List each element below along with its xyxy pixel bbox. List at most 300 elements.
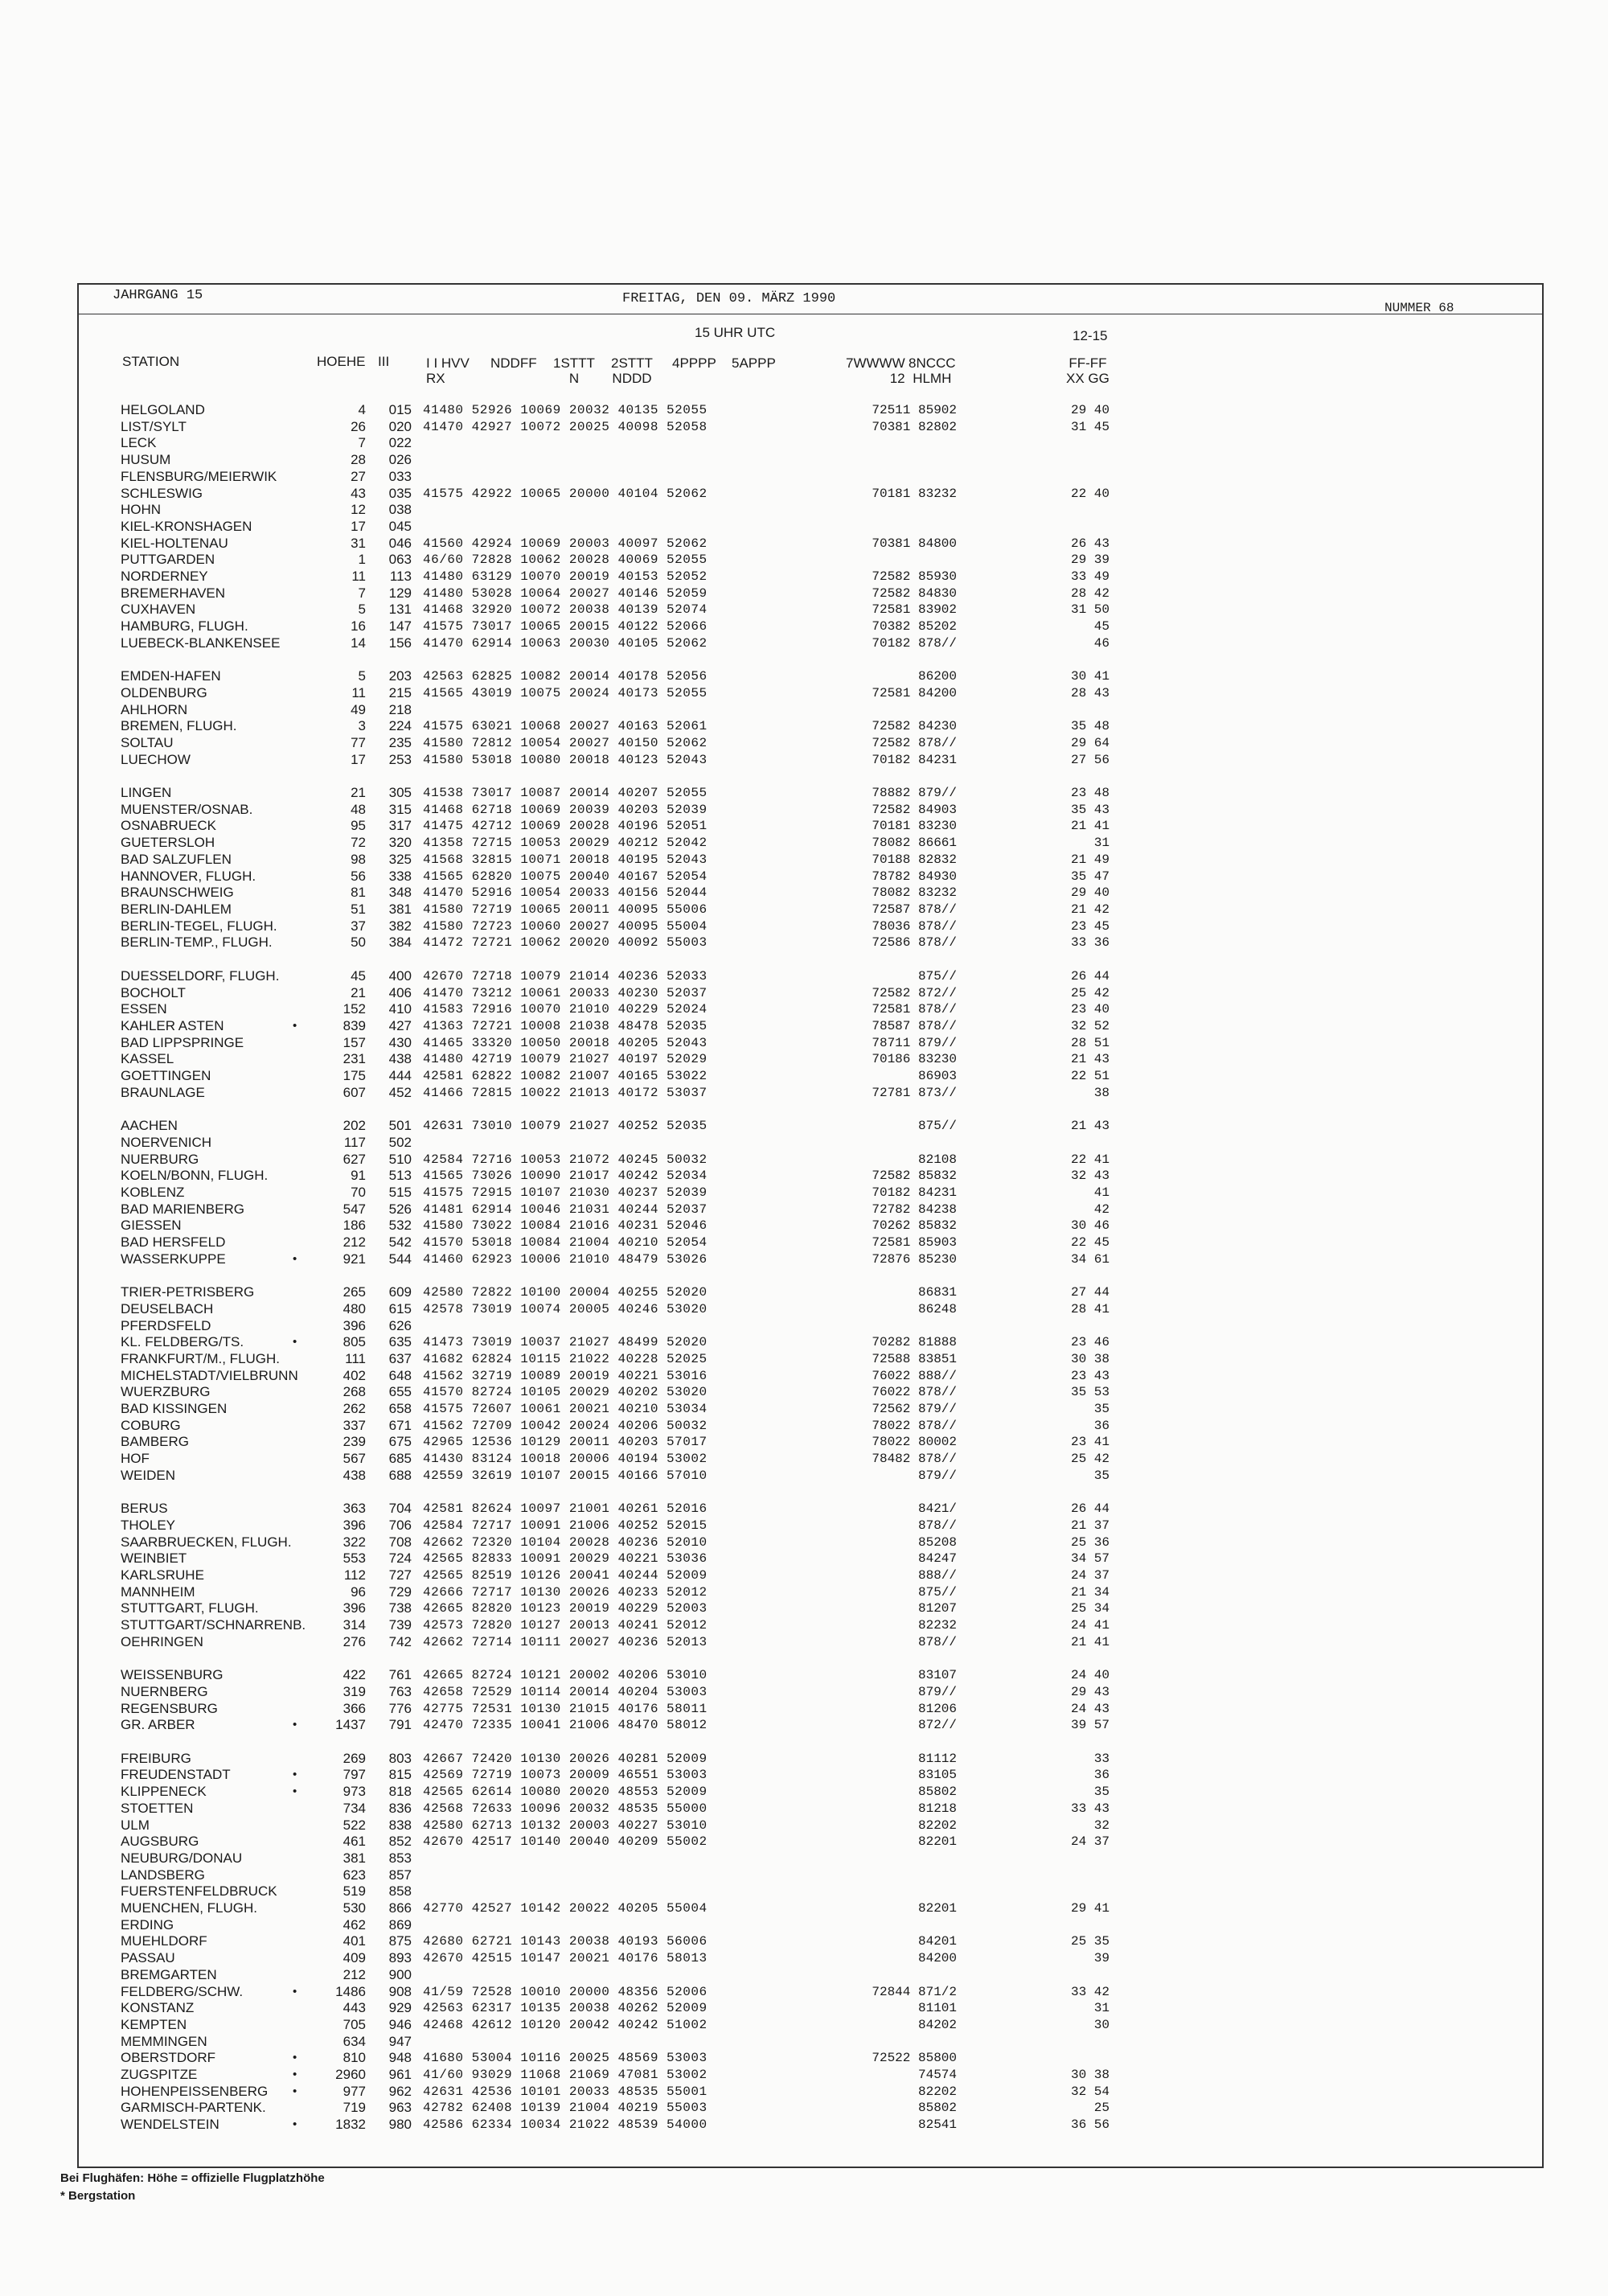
synop-groups: 42658 72529 10114 20014 40204 53003 [423,1685,708,1699]
synop-groups: 42470 72335 10041 21006 48470 58012 [423,1718,708,1732]
wind-gusts: 35 [1093,1785,1110,1799]
weather-cloud-groups: 86831 [917,1285,957,1300]
synop-groups: 42559 32619 10107 20015 40166 57010 [423,1468,708,1483]
station-number: 430 [388,1035,412,1050]
station-number: 857 [388,1867,412,1883]
weather-cloud-groups: 875// [917,1585,957,1600]
station-number: 852 [388,1834,412,1849]
wind-gusts: 29 41 [1070,1901,1110,1916]
station-name: KLIPPENECK [121,1784,207,1799]
weather-cloud-groups: 85802 [917,2101,957,2115]
wind-gusts: 21 43 [1070,1052,1110,1066]
station-number: 515 [388,1185,412,1200]
synop-groups: 41580 72812 10054 20027 40150 52062 [423,736,708,750]
weather-cloud-groups: 72582 85930 [872,569,957,584]
synop-groups: 41480 53028 10064 20027 40146 52059 [423,586,708,601]
mountain-station-marker: • [293,1335,297,1349]
table-row [0,2100,1608,2116]
station-height: 186 [343,1218,366,1233]
station-name: LANDSBERG [121,1867,205,1883]
wind-gusts: 33 [1093,1752,1110,1766]
table-row [0,1368,1608,1384]
wind-gusts: 32 54 [1070,2084,1110,2099]
station-name: HOHENPEISSENBERG [121,2084,269,2099]
table-row [0,2000,1608,2016]
weather-cloud-groups: 84201 [917,1934,957,1949]
station-number: 869 [388,1917,412,1933]
wind-gusts: 28 43 [1070,686,1110,700]
synop-groups: 41465 33320 10050 20018 40205 52043 [423,1036,708,1050]
top-rule [77,283,1544,285]
weather-cloud-groups: 82202 [917,2084,957,2099]
synop-groups: 41470 52916 10054 20033 40156 52044 [423,885,708,900]
table-row [0,1883,1608,1900]
weather-cloud-groups: 83105 [917,1768,957,1782]
station-name: ERDING [121,1917,174,1933]
table-row [0,1551,1608,1567]
synop-groups: 42565 82519 10126 20041 40244 52009 [423,1568,708,1583]
station-height: 14 [351,635,366,651]
weather-cloud-groups: 83107 [917,1668,957,1682]
weather-cloud-groups: 82541 [917,2117,957,2132]
weather-cloud-groups: 76022 888// [872,1369,957,1383]
station-name: OEHRINGEN [121,1634,203,1649]
station-name: BRAUNSCHWEIG [121,885,234,900]
table-row [0,1634,1608,1650]
wind-gusts: 26 44 [1070,1501,1110,1516]
station-number: 655 [388,1384,412,1399]
synop-groups: 42584 72717 10091 21006 40252 52015 [423,1518,708,1533]
station-height: 265 [343,1284,366,1300]
station-height: 5 [358,602,366,617]
synop-groups: 42782 62408 10139 21004 40219 55003 [423,2101,708,2115]
synop-groups: 41468 62718 10069 20039 40203 52039 [423,803,708,817]
weather-cloud-groups: 878// [917,1518,957,1533]
weather-cloud-groups: 82108 [917,1152,957,1167]
wind-gusts: 39 [1093,1951,1110,1965]
station-height: 462 [343,1917,366,1933]
table-row [0,1384,1608,1400]
wind-gusts: 25 34 [1070,1601,1110,1616]
station-name: KONSTANZ [121,2000,195,2015]
synop-groups: 42578 73019 10074 20005 40246 53020 [423,1302,708,1316]
station-height: 50 [351,934,366,950]
table-row [0,985,1608,1001]
station-name: BAD HERSFELD [121,1234,226,1250]
table-row [0,735,1608,751]
table-row [0,1068,1608,1084]
table-row [0,536,1608,552]
synop-groups: 42565 82833 10091 20029 40221 53036 [423,1551,708,1566]
weather-cloud-groups: 84247 [917,1551,957,1566]
wind-gusts: 32 52 [1070,1019,1110,1033]
station-name: HOHN [121,502,162,517]
weather-cloud-groups: 78882 879// [872,786,957,800]
station-height: 634 [343,2034,366,2049]
station-height: 81 [351,885,366,900]
station-height: 607 [343,1085,366,1100]
wind-gusts: 29 64 [1070,736,1110,750]
station-name: KIEL-HOLTENAU [121,536,228,551]
station-name: AACHEN [121,1118,178,1133]
station-number: 026 [388,452,412,467]
station-number: 763 [388,1684,412,1699]
table-row [0,785,1608,801]
weather-cloud-groups: 81101 [917,2001,957,2015]
station-number: 542 [388,1234,412,1250]
station-height: 553 [343,1551,366,1566]
station-name: GIESSEN [121,1218,182,1233]
station-name: HUSUM [121,452,171,467]
station-name: STUTTGART, FLUGH. [121,1600,259,1616]
station-number: 776 [388,1701,412,1716]
table-row [0,1984,1608,2000]
synop-groups: 41575 73017 10065 20015 40122 52066 [423,619,708,634]
weather-cloud-groups: 70181 83232 [872,487,957,501]
wind-gusts: 33 42 [1070,1985,1110,1999]
synop-groups: 41575 72607 10061 20021 40210 53034 [423,1402,708,1416]
col-hoehe: HOEHE [317,354,366,369]
station-name: BREMERHAVEN [121,585,226,601]
station-name: KL. FELDBERG/TS. [121,1334,244,1349]
station-height: 49 [351,702,366,717]
wind-gusts: 35 53 [1070,1385,1110,1399]
station-height: 27 [351,469,366,484]
station-name: STUTTGART/SCHNARRENB. [121,1617,306,1633]
synop-groups: 42569 72719 10073 20009 46551 53003 [423,1768,708,1782]
wind-gusts: 33 49 [1070,569,1110,584]
weather-cloud-groups: 72562 879// [872,1402,957,1416]
table-row [0,1900,1608,1916]
wind-gusts: 34 57 [1070,1551,1110,1566]
station-name: TRIER-PETRISBERG [121,1284,255,1300]
synop-groups: 41580 53018 10080 20018 40123 52043 [423,753,708,767]
station-name: ESSEN [121,1001,167,1017]
station-height: 17 [351,752,366,767]
station-name: BAD SALZUFLEN [121,852,232,867]
station-name: MUENCHEN, FLUGH. [121,1900,258,1916]
synop-groups: 41538 73017 10087 20014 40207 52055 [423,786,708,800]
col-nddff: NDDFF [490,355,537,371]
table-row [0,1318,1608,1334]
station-number: 400 [388,968,412,984]
wind-gusts: 26 43 [1070,536,1110,551]
synop-groups: 42581 82624 10097 21001 40261 52016 [423,1501,708,1516]
synop-groups: 41363 72721 10008 21038 48478 52035 [423,1019,708,1033]
wind-gusts: 35 [1093,1468,1110,1483]
station-number: 637 [388,1351,412,1366]
station-number: 147 [388,618,412,634]
weather-cloud-groups: 82202 [917,1818,957,1833]
wind-gusts: 32 [1093,1818,1110,1833]
station-height: 212 [343,1234,366,1250]
table-row [0,1001,1608,1017]
station-number: 739 [388,1617,412,1633]
station-height: 366 [343,1701,366,1716]
station-name: FELDBERG/SCHW. [121,1984,244,1999]
station-name: KIEL-KRONSHAGEN [121,519,252,534]
table-row [0,934,1608,951]
wind-gusts: 30 38 [1070,1352,1110,1366]
station-number: 675 [388,1434,412,1449]
station-height: 381 [343,1850,366,1866]
station-name: NEUBURG/DONAU [121,1850,243,1866]
weather-cloud-groups: 85802 [917,1785,957,1799]
mountain-station-marker: • [293,2068,297,2081]
station-name: MUENSTER/OSNAB. [121,802,253,817]
station-height: 977 [343,2084,366,2099]
table-row [0,918,1608,934]
station-height: 438 [343,1468,366,1483]
station-name: KEMPTEN [121,2017,187,2032]
station-number: 791 [388,1717,412,1732]
station-number: 063 [388,552,412,567]
synop-groups: 41575 72915 10107 21030 40237 52039 [423,1185,708,1200]
station-number: 035 [388,486,412,501]
synop-groups: 41575 42922 10065 20000 40104 52062 [423,487,708,501]
station-name: ZUGSPITZE [121,2067,198,2082]
station-height: 7 [358,435,366,450]
table-row [0,1135,1608,1151]
station-height: 461 [343,1834,366,1849]
station-number: 384 [388,934,412,950]
station-name: WASSERKUPPE [121,1251,226,1267]
station-height: 212 [343,1967,366,1982]
wind-gusts: 23 40 [1070,1002,1110,1017]
station-number: 648 [388,1368,412,1383]
weather-cloud-groups: 8421/ [917,1501,957,1516]
weather-cloud-groups: 879// [917,1468,957,1483]
weather-cloud-groups: 872// [917,1718,957,1732]
synop-groups: 41562 32719 10089 20019 40221 53016 [423,1369,708,1383]
station-number: 452 [388,1085,412,1100]
station-number: 685 [388,1451,412,1466]
station-number: 348 [388,885,412,900]
table-row [0,1201,1608,1218]
wind-gusts: 33 43 [1070,1801,1110,1816]
mountain-station-marker: • [293,1019,297,1033]
station-height: 623 [343,1867,366,1883]
weather-cloud-groups: 70186 83230 [872,1052,957,1066]
weather-cloud-groups: 82232 [917,1618,957,1633]
station-number: 022 [388,435,412,450]
mountain-station-marker: • [293,1252,297,1266]
jahrgang-label: JAHRGANG 15 [113,288,203,303]
wind-gusts: 29 43 [1070,1685,1110,1699]
wind-gusts: 22 51 [1070,1069,1110,1083]
station-number: 900 [388,1967,412,1982]
station-name: LINGEN [121,785,172,800]
table-row [0,2034,1608,2050]
wind-gusts: 28 51 [1070,1036,1110,1050]
table-row [0,818,1608,834]
wind-gusts: 30 46 [1070,1218,1110,1233]
station-number: 253 [388,752,412,767]
weather-cloud-groups: 875// [917,1119,957,1133]
station-height: 2960 [335,2067,366,2082]
station-number: 738 [388,1600,412,1616]
table-row [0,1284,1608,1300]
wind-gusts: 21 41 [1070,819,1110,833]
synop-groups: 41565 43019 10075 20024 40173 52055 [423,686,708,700]
table-row [0,1218,1608,1234]
station-name: GUETERSLOH [121,835,215,850]
weather-cloud-groups: 78587 878// [872,1019,957,1033]
synop-groups: 42665 82724 10121 20002 40206 53010 [423,1668,708,1682]
station-height: 276 [343,1634,366,1649]
synop-groups: 41580 72723 10060 20027 40095 55004 [423,919,708,934]
table-row [0,402,1608,418]
wind-gusts: 31 45 [1070,420,1110,434]
station-height: 734 [343,1801,366,1816]
synop-groups: 41565 62820 10075 20040 40167 52054 [423,869,708,884]
synop-groups: 41466 72815 10022 21013 40172 53037 [423,1086,708,1100]
station-height: 522 [343,1817,366,1833]
station-height: 11 [351,569,366,584]
station-name: AHLHORN [121,702,188,717]
mountain-station-marker: • [293,1985,297,1998]
weather-cloud-groups: 72582 85832 [872,1169,957,1183]
table-row [0,2017,1608,2033]
weather-cloud-groups: 70382 85202 [872,619,957,634]
wind-gusts: 24 37 [1070,1568,1110,1583]
weather-cloud-groups: 72522 85800 [872,2051,957,2065]
station-number: 875 [388,1933,412,1949]
station-name: KARLSRUHE [121,1567,204,1583]
wind-gusts: 22 40 [1070,487,1110,501]
station-number: 815 [388,1767,412,1782]
table-row [0,2117,1608,2133]
station-number: 317 [388,818,412,833]
station-number: 893 [388,1950,412,1965]
synop-groups: 41680 53004 10116 20025 48569 53003 [423,2051,708,2065]
wind-gusts: 35 47 [1070,869,1110,884]
station-name: HAMBURG, FLUGH. [121,618,248,634]
weather-cloud-groups: 81207 [917,1601,957,1616]
synop-groups: 41/60 93029 11068 21069 47081 53002 [423,2068,708,2082]
synop-groups: 42584 72716 10053 21072 40245 50032 [423,1152,708,1167]
station-name: FREIBURG [121,1751,191,1766]
wind-gusts: 36 56 [1070,2117,1110,2132]
synop-groups: 46/60 72828 10062 20028 40069 52055 [423,552,708,567]
synop-groups: 42586 62334 10034 21022 48539 54000 [423,2117,708,2132]
table-row [0,1118,1608,1134]
station-name: ULM [121,1817,150,1833]
station-name: KOELN/BONN, FLUGH. [121,1168,269,1183]
wind-gusts: 35 48 [1070,719,1110,733]
wind-gusts: 38 [1093,1086,1110,1100]
station-name: STOETTEN [121,1801,194,1816]
station-name: OSNABRUECK [121,818,217,833]
synop-groups: 42573 72820 10127 20013 40241 52012 [423,1618,708,1633]
wind-gusts: 21 37 [1070,1518,1110,1533]
station-number: 742 [388,1634,412,1649]
station-number: 532 [388,1218,412,1233]
station-height: 443 [343,2000,366,2015]
station-number: 962 [388,2084,412,2099]
wind-gusts: 21 34 [1070,1585,1110,1600]
station-number: 526 [388,1201,412,1217]
synop-groups: 41580 72719 10065 20011 40095 55006 [423,902,708,917]
synop-groups: 41358 72715 10053 20029 40212 52042 [423,836,708,850]
station-height: 56 [351,869,366,884]
weather-cloud-groups: 70381 82802 [872,420,957,434]
station-number: 235 [388,735,412,750]
wind-gusts: 30 41 [1070,669,1110,684]
table-row [0,1917,1608,1933]
table-row [0,1751,1608,1767]
station-height: 396 [343,1600,366,1616]
station-height: 3 [358,718,366,733]
station-name: PFERDSFELD [121,1318,211,1333]
station-name: HELGOLAND [121,402,205,417]
station-number: 218 [388,702,412,717]
wind-gusts: 32 43 [1070,1169,1110,1183]
wind-gusts: 24 37 [1070,1834,1110,1849]
wind-gusts: 35 43 [1070,803,1110,817]
station-height: 5 [358,668,366,684]
station-height: 152 [343,1001,366,1017]
station-name: KOBLENZ [121,1185,185,1200]
table-row [0,1035,1608,1051]
station-height: 627 [343,1152,366,1167]
station-name: EMDEN-HAFEN [121,668,221,684]
station-height: 810 [343,2050,366,2065]
table-row [0,1185,1608,1201]
table-row [0,1933,1608,1949]
table-row [0,1168,1608,1184]
wind-gusts: 31 [1093,836,1110,850]
synop-groups: 42580 72822 10100 20004 40255 52020 [423,1285,708,1300]
station-height: 11 [351,685,366,700]
station-height: 268 [343,1384,366,1399]
station-height: 231 [343,1051,366,1066]
wind-gusts: 27 56 [1070,753,1110,767]
table-row [0,1085,1608,1101]
station-height: 839 [343,1018,366,1033]
station-name: SOLTAU [121,735,174,750]
station-height: 175 [343,1068,366,1083]
table-row [0,1801,1608,1817]
station-name: FRANKFURT/M., FLUGH. [121,1351,281,1366]
synop-groups: 41682 62824 10115 21022 40228 52025 [423,1352,708,1366]
issue-number: NUMMER 68 [1384,301,1454,315]
station-name: PUTTGARDEN [121,552,215,567]
synop-groups: 41568 32815 10071 20018 40195 52043 [423,852,708,867]
table-row [0,1701,1608,1717]
station-number: 427 [388,1018,412,1033]
weather-cloud-groups: 72582 872// [872,986,957,1000]
synop-groups: 41580 73022 10084 21016 40231 52046 [423,1218,708,1233]
station-height: 422 [343,1667,366,1682]
station-height: 797 [343,1767,366,1782]
col-1sttt: 1STTT N [553,355,595,386]
synop-groups: 41570 82724 10105 20029 40202 53020 [423,1385,708,1399]
weather-cloud-groups: 82201 [917,1834,957,1849]
station-number: 727 [388,1567,412,1583]
wind-gusts: 26 44 [1070,969,1110,984]
station-height: 921 [343,1251,366,1267]
station-height: 21 [351,985,366,1000]
wind-gusts: 25 35 [1070,1934,1110,1949]
station-number: 706 [388,1518,412,1533]
station-name: WEIDEN [121,1468,175,1483]
synop-groups: 42662 72714 10111 20027 40236 52013 [423,1635,708,1649]
station-name: LUEBECK-BLANKENSEE [121,635,281,651]
station-number: 156 [388,635,412,651]
synop-groups: 42468 42612 10120 20042 40242 51002 [423,2018,708,2032]
station-number: 908 [388,1984,412,1999]
